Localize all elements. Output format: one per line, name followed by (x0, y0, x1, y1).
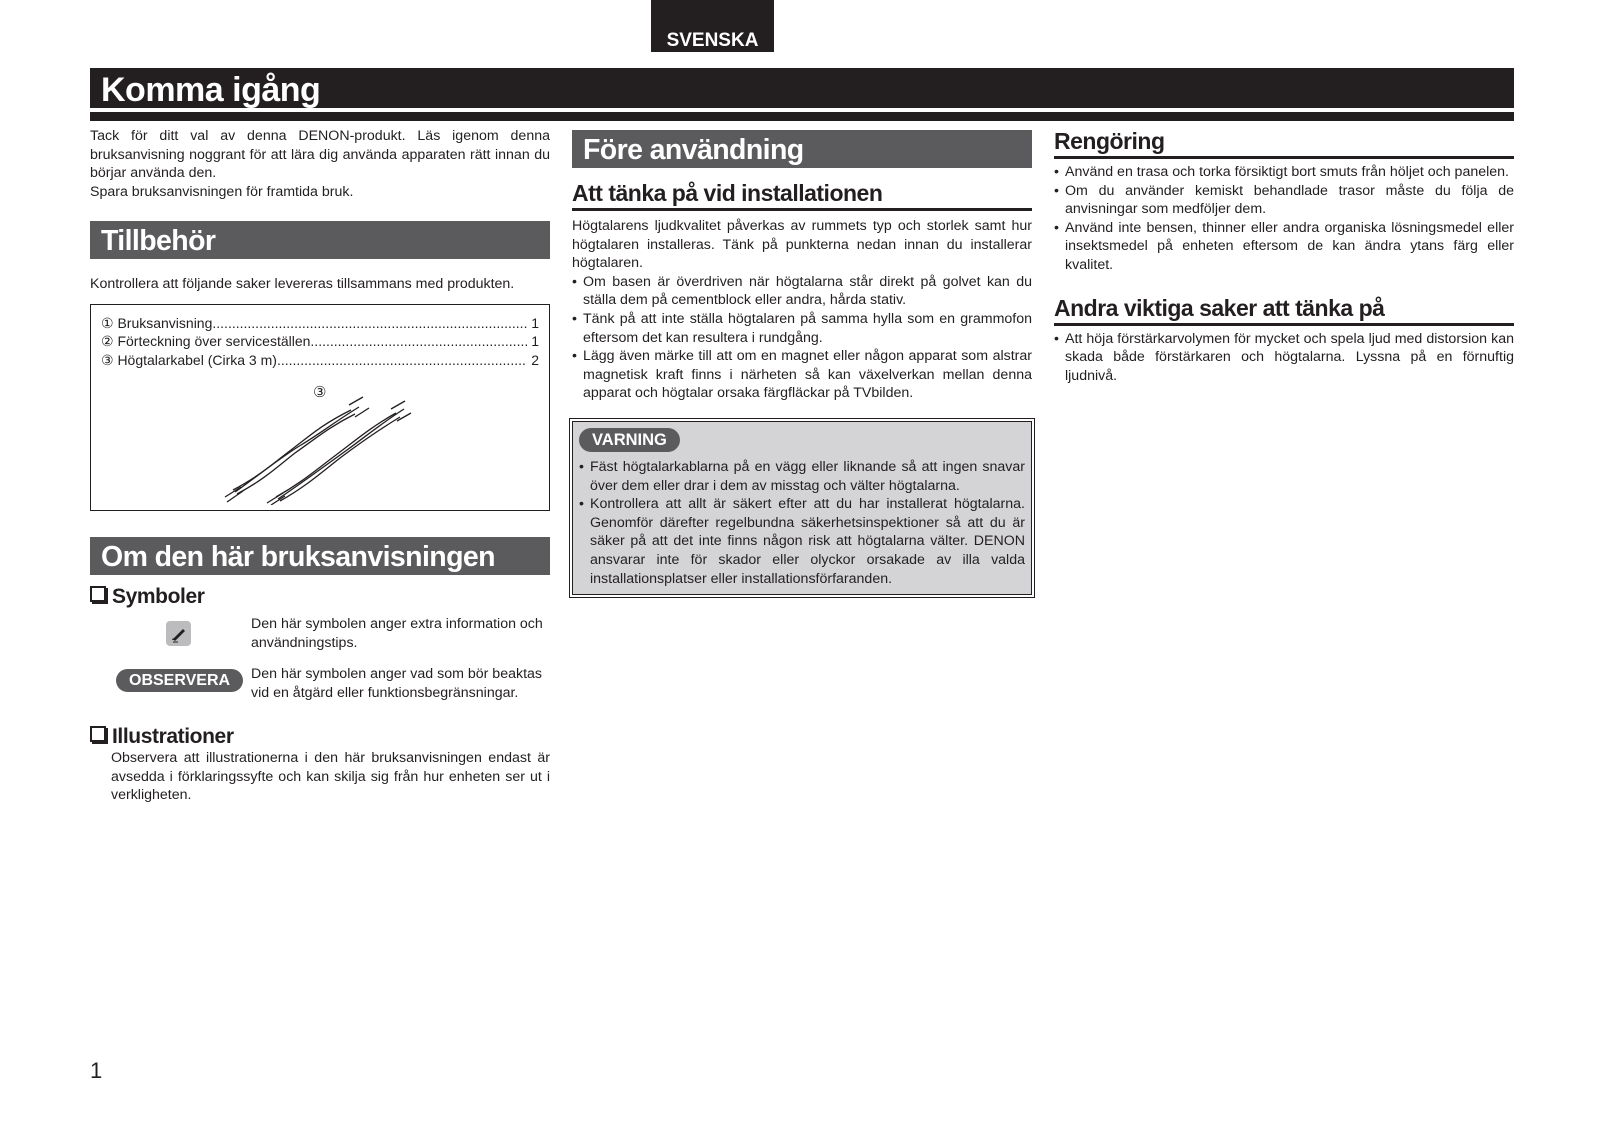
accessory-qty: 2 (531, 351, 539, 368)
accessory-label: ② Förteckning över serviceställen (101, 333, 311, 350)
checkbox-bullet-icon (90, 726, 106, 742)
install-bullet: • Om basen är överdriven när högtalarna står direkt på golvet kan du ställa dem på cementblock eller andra, hårda stativ. (572, 273, 1032, 310)
install-bullet: • Tänk på att inte ställa högtalaren på samma hylla som en grammofon eftersom det kan resultera i rundgång. (572, 310, 1032, 347)
leader-dots (212, 314, 527, 332)
warning-bullet: • Fäst högtalarkablarna på en vägg eller liknande så att ingen snavar över dem eller drar i dem av misstag och välter högtalarna. (579, 458, 1025, 495)
title-rule (90, 112, 1514, 121)
accessories-list (91, 305, 549, 369)
cleaning-bullet: • Använd en trasa och torka försiktigt bort smuts från höljet och panelen. (1054, 163, 1514, 182)
accessory-label: ① Bruksanvisning (101, 314, 213, 331)
accessories-box (90, 304, 550, 511)
intro-save-note: Spara bruksanvisningen för framtida bruk. (90, 183, 354, 200)
symbol-observe-text: Den här symbolen anger vad som bör beaktas vid en åtgärd eller funktionsbegränsningar. (251, 665, 543, 701)
observera-badge: OBSERVERA (116, 669, 243, 692)
install-heading: Att tänka på vid installationen (572, 180, 1032, 211)
other-list (1054, 330, 1514, 386)
illustration-label: ③ (313, 383, 327, 401)
install-intro: Högtalarens ljudkvalitet påverkas av rummets typ och storlek samt hur högtalaren installeras. Tänk på punkterna nedan innan du installerar högtalaren. (572, 218, 1032, 272)
page-number: 1 (90, 1058, 103, 1083)
illustrations-heading: Illustrationer (90, 725, 550, 749)
manual-heading: Om den här bruksanvisningen (90, 537, 550, 575)
warning-badge: VARNING (579, 428, 680, 452)
accessory-item (101, 351, 539, 369)
warning-list (579, 458, 1025, 588)
install-bullet: • Lägg även märke till att om en magnet eller någon apparat som alstrar magnetisk kraft finns i närheten så kan växelverkan mellan denna apparat och högtalar orsaka färgfläckar på TVbilden. (572, 347, 1032, 403)
middle-column (572, 130, 1032, 595)
right-column (1054, 128, 1514, 385)
cleaning-bullet: • Använd inte bensen, thinner eller andra organiska lösningsmedel eller insektsmedel på enheten eftersom de kan ändra ytans färg eller kvalitet. (1054, 219, 1514, 275)
page-title: Komma igång (101, 71, 321, 109)
cleaning-heading: Rengöring (1054, 128, 1514, 159)
accessories-intro: Kontrollera att följande saker levereras tillsammans med produkten. (90, 276, 515, 293)
cleaning-bullet: • Om du använder kemiskt behandlade trasor måste du följa de anvisningar som medföljer dem. (1054, 182, 1514, 219)
leader-dots (310, 332, 527, 350)
accessory-item (101, 332, 539, 350)
symbol-observe-row (90, 665, 550, 715)
accessory-label: ③ Högtalarkabel (Cirka 3 m) (101, 351, 277, 368)
before-use-heading: Före användning (572, 130, 1032, 168)
language-tab: SVENSKA (651, 0, 774, 52)
symbol-note-row (90, 615, 550, 663)
leader-dots (277, 351, 527, 369)
left-column (90, 127, 550, 805)
accessory-qty: 1 (531, 333, 539, 350)
other-heading: Andra viktiga saker att tänka på (1054, 295, 1514, 326)
accessory-qty: 1 (531, 314, 539, 331)
install-list (572, 273, 1032, 403)
checkbox-bullet-icon (90, 586, 106, 602)
warning-box (572, 421, 1032, 595)
pencil-note-icon (166, 621, 191, 646)
intro-paragraph: Tack för ditt val av denna DENON-produkt. Läs igenom denna bruksanvisning noggrant för att lära dig använda apparaten rätt innan du börjar använda den. (90, 128, 550, 182)
accessory-item (101, 314, 539, 332)
cleaning-list (1054, 163, 1514, 275)
other-bullet: • Att höja förstärkarvolymen för mycket och spela ljud med distorsion kan skada både förstärkaren och högtalarna. Lyssna på en förnuftig ljudnivå. (1054, 330, 1514, 386)
symbol-note-text: Den här symbolen anger extra information och användningstips. (251, 615, 543, 651)
speaker-cable-illustration (221, 395, 421, 505)
warning-bullet: • Kontrollera att allt är säkert efter att du har installerat högtalarna. Genomför därefter regelbundna säkerhetsinspektioner så att du är säker på att det inte finns någon risk att högtalarna välter. DENON ansvarar inte för skador eller olyckor orsakade av illa valda installationsplatser eller installationsförfaranden. (579, 495, 1025, 588)
symbols-heading: Symboler (90, 585, 550, 609)
accessories-heading: Tillbehör (90, 221, 550, 259)
illustrations-text: Observera att illustrationerna i den här bruksanvisningen endast är avsedda i förklaringssyfte och kan skilja sig från hur enheten ser ut i verkligheten. (111, 749, 550, 804)
